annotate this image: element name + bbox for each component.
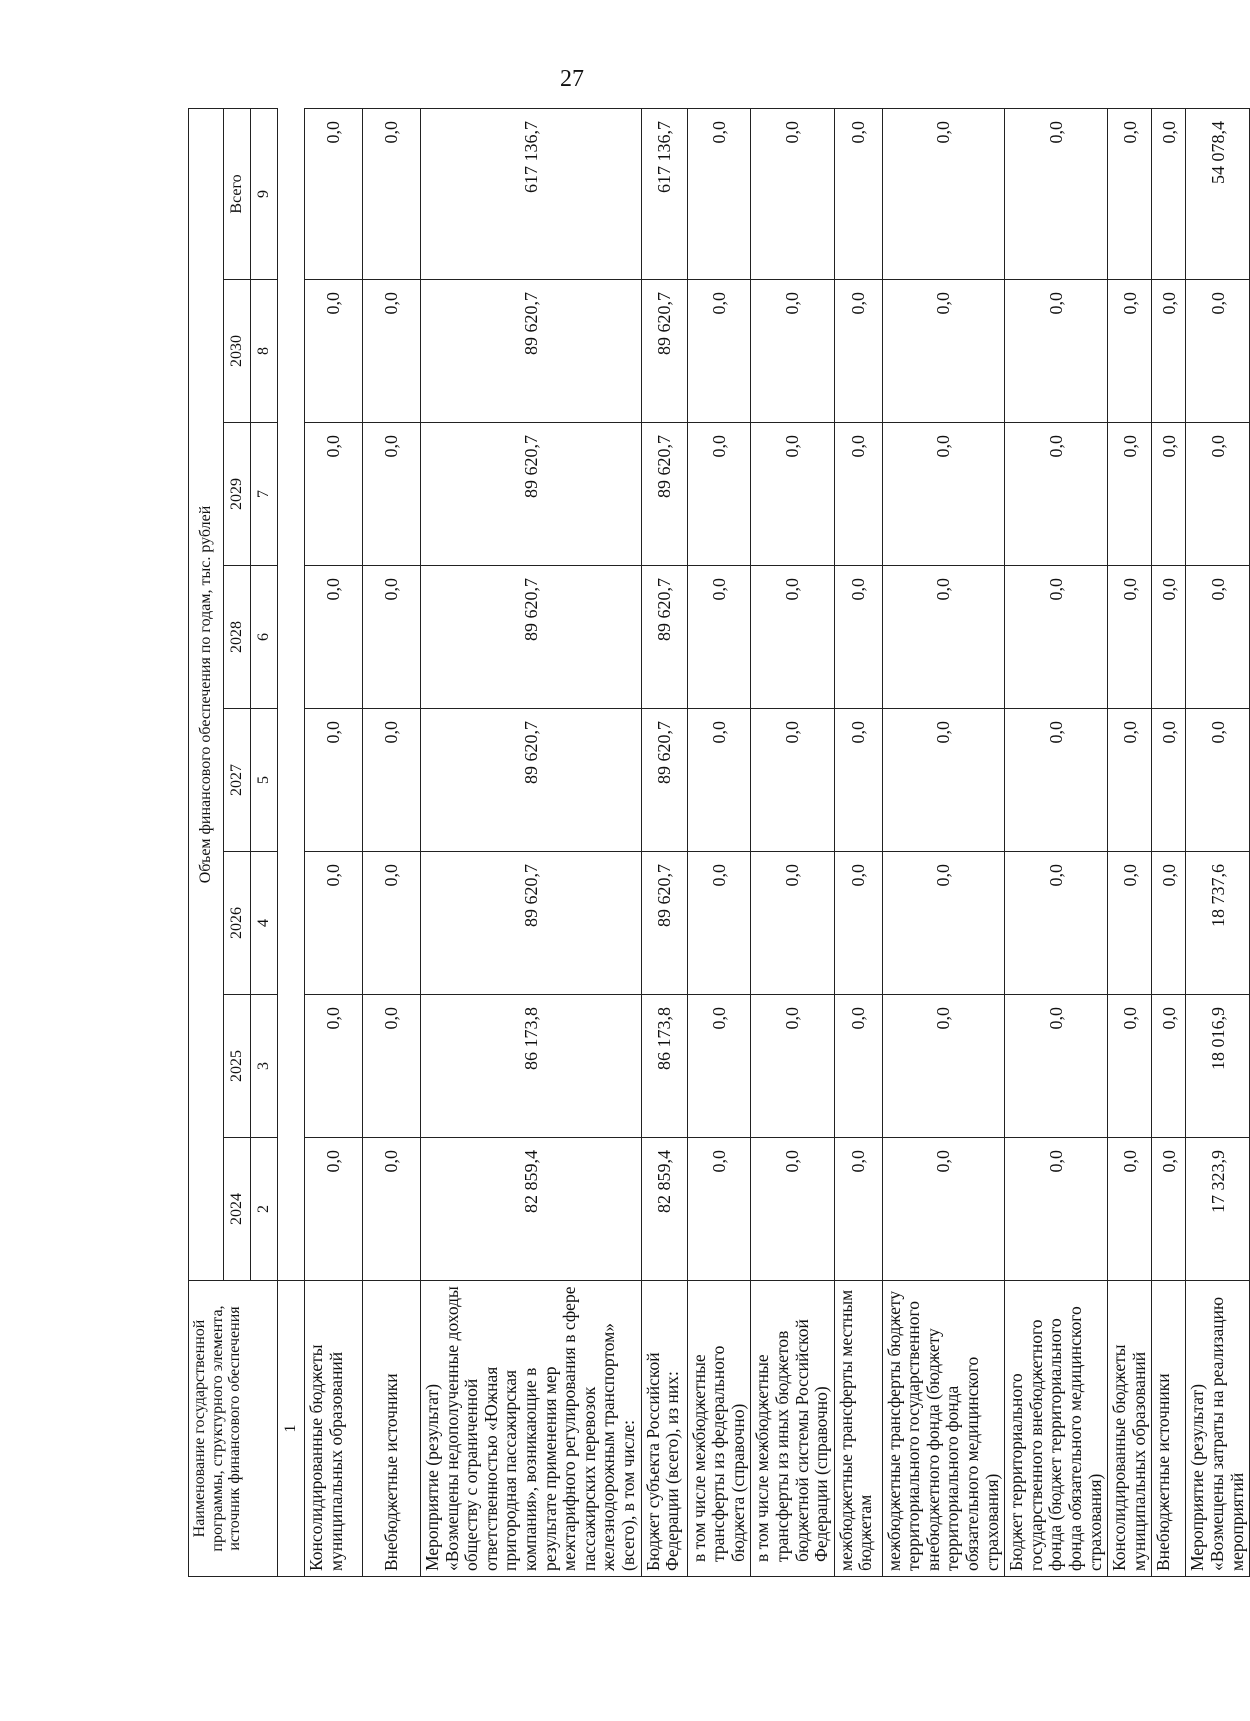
- cell-value: 0,0: [1005, 423, 1108, 566]
- cell-value: 0,0: [1186, 566, 1250, 709]
- cell-value: 89 620,7: [421, 423, 642, 566]
- cell-value: 82 859,4: [421, 1138, 642, 1281]
- cell-value: 0,0: [1108, 423, 1152, 566]
- cell-value: 0,0: [751, 108, 834, 279]
- cell-value: 0,0: [751, 1138, 834, 1281]
- year-header: 2029: [224, 423, 251, 566]
- row-name: Мероприятие (результат) «Возмещены затраты на реализацию мероприятий: [1186, 1281, 1250, 1577]
- cell-value: 0,0: [834, 709, 882, 852]
- cell-value: 0,0: [687, 280, 751, 423]
- cell-value: 0,0: [1005, 280, 1108, 423]
- cell-value: 0,0: [751, 423, 834, 566]
- cell-value: 0,0: [687, 566, 751, 709]
- cell-value: 0,0: [1152, 280, 1186, 423]
- cell-value: 0,0: [363, 852, 421, 995]
- cell-value: 0,0: [1152, 995, 1186, 1138]
- cell-value: 0,0: [882, 995, 1005, 1138]
- cell-value: 0,0: [1152, 852, 1186, 995]
- table-row: [1152, 108, 1186, 1576]
- cell-value: 89 620,7: [421, 852, 642, 995]
- cell-value: 0,0: [1108, 1138, 1152, 1281]
- cell-value: 89 620,7: [421, 709, 642, 852]
- cell-value: 0,0: [363, 995, 421, 1138]
- cell-value: 0,0: [882, 709, 1005, 852]
- cell-value: 0,0: [687, 995, 751, 1138]
- header-name: Наименование государственной программы, структурного элемента, источник финансового обеспечения: [189, 1281, 278, 1577]
- cell-value: 0,0: [687, 709, 751, 852]
- cell-value: 0,0: [363, 280, 421, 423]
- cell-value: 0,0: [363, 1138, 421, 1281]
- row-name: Внебюджетные источники: [1152, 1281, 1186, 1577]
- cell-value: 89 620,7: [641, 852, 687, 995]
- cell-value: 0,0: [1108, 566, 1152, 709]
- cell-value: 0,0: [1108, 995, 1152, 1138]
- cell-value: 0,0: [834, 1138, 882, 1281]
- cell-value: 89 620,7: [421, 280, 642, 423]
- cell-value: 0,0: [834, 995, 882, 1138]
- table-row: [305, 108, 363, 1576]
- cell-value: 0,0: [1152, 709, 1186, 852]
- cell-value: 0,0: [1005, 566, 1108, 709]
- cell-value: 0,0: [363, 423, 421, 566]
- cell-value: 0,0: [882, 1138, 1005, 1281]
- col-number: 3: [251, 995, 278, 1138]
- page-number: 27: [560, 66, 584, 92]
- cell-value: 0,0: [1005, 852, 1108, 995]
- table-row: [834, 108, 882, 1576]
- cell-value: 0,0: [305, 852, 363, 995]
- cell-value: 18 016,9: [1186, 995, 1250, 1138]
- cell-value: 0,0: [1186, 709, 1250, 852]
- cell-value: 0,0: [305, 995, 363, 1138]
- col-number: 2: [251, 1138, 278, 1281]
- year-header: 2026: [224, 852, 251, 995]
- cell-value: 0,0: [1005, 1138, 1108, 1281]
- cell-value: 18 737,6: [1186, 852, 1250, 995]
- col-number: 4: [251, 852, 278, 995]
- cell-value: 86 173,8: [421, 995, 642, 1138]
- cell-value: 0,0: [751, 280, 834, 423]
- cell-value: 0,0: [1108, 280, 1152, 423]
- cell-value: 0,0: [687, 852, 751, 995]
- cell-value: 0,0: [751, 852, 834, 995]
- cell-value: 0,0: [363, 566, 421, 709]
- cell-value: 0,0: [1108, 108, 1152, 279]
- col-number: 9: [251, 108, 278, 279]
- year-header: 2027: [224, 709, 251, 852]
- cell-value: 0,0: [305, 1138, 363, 1281]
- cell-value: 0,0: [1005, 108, 1108, 279]
- cell-value: 89 620,7: [641, 709, 687, 852]
- cell-value: 0,0: [834, 280, 882, 423]
- cell-value: 0,0: [363, 108, 421, 279]
- cell-value: 0,0: [1005, 709, 1108, 852]
- row-name: Внебюджетные источники: [363, 1281, 421, 1577]
- cell-value: 0,0: [834, 566, 882, 709]
- cell-value: 0,0: [305, 108, 363, 279]
- cell-value: 0,0: [1108, 852, 1152, 995]
- year-header: 2024: [224, 1138, 251, 1281]
- header-volume: Объем финансового обеспечения по годам, тыс. рублей: [189, 108, 224, 1280]
- rotated-page-content: [188, 109, 1247, 1577]
- financing-table: [188, 108, 1250, 1577]
- cell-value: 0,0: [882, 566, 1005, 709]
- row-name: Бюджет субъекта Российской Федерации (всего), из них:: [641, 1281, 687, 1577]
- table-row: [751, 108, 834, 1576]
- cell-value: 89 620,7: [641, 566, 687, 709]
- cell-value: 617 136,7: [421, 108, 642, 279]
- cell-value: 0,0: [834, 852, 882, 995]
- year-header: 2025: [224, 995, 251, 1138]
- year-header: 2030: [224, 280, 251, 423]
- cell-value: 0,0: [687, 108, 751, 279]
- row-name: Бюджет территориального государственного внебюджетного фонда (бюджет территориального фонда обязательного медицинского страхования): [1005, 1281, 1108, 1577]
- cell-value: 86 173,8: [641, 995, 687, 1138]
- cell-value: 89 620,7: [421, 566, 642, 709]
- cell-value: 0,0: [1186, 280, 1250, 423]
- cell-value: 89 620,7: [641, 423, 687, 566]
- row-name: Консолидированные бюджеты муниципальных образований: [305, 1281, 363, 1577]
- table-row: [1108, 108, 1152, 1576]
- cell-value: 17 323,9: [1186, 1138, 1250, 1281]
- row-name: Консолидированные бюджеты муниципальных образований: [1108, 1281, 1152, 1577]
- row-name: Мероприятие (результат) «Возмещены недополученные доходы обществу с ограниченной ответственностью «Южная пригородная пассажирская компания», возникающие в результате применения мер межтарифного регулирования в сфере пассажирских перевозок железнодорожным транспортом» (всего), в том числе:: [421, 1281, 642, 1577]
- cell-value: 0,0: [1108, 709, 1152, 852]
- cell-value: 0,0: [1186, 423, 1250, 566]
- table-row: [687, 108, 751, 1576]
- table-row: [882, 108, 1005, 1576]
- col-number: 1: [278, 1281, 305, 1577]
- col-number: 6: [251, 566, 278, 709]
- table-row: [421, 108, 642, 1576]
- cell-value: 0,0: [305, 423, 363, 566]
- total-header: Всего: [224, 108, 251, 279]
- row-name: межбюджетные трансферты бюджету территориального государственного внебюджетного фонда (бюджету территориального фонда обязательного медицинского страхования): [882, 1281, 1005, 1577]
- table-row: [641, 108, 687, 1576]
- row-name: в том числе межбюджетные трансферты из федерального бюджета (справочно): [687, 1281, 751, 1577]
- table-row: [1186, 108, 1250, 1576]
- table-row: [1005, 108, 1108, 1576]
- cell-value: 0,0: [1152, 423, 1186, 566]
- cell-value: 0,0: [751, 566, 834, 709]
- cell-value: 0,0: [363, 709, 421, 852]
- cell-value: 0,0: [751, 709, 834, 852]
- row-name: межбюджетные трансферты местным бюджетам: [834, 1281, 882, 1577]
- cell-value: 0,0: [834, 108, 882, 279]
- row-name: в том числе межбюджетные трансферты из иных бюджетов бюджетной системы Российской Федерации (справочно): [751, 1281, 834, 1577]
- cell-value: 0,0: [834, 423, 882, 566]
- col-number: 7: [251, 423, 278, 566]
- year-header: 2028: [224, 566, 251, 709]
- cell-value: 54 078,4: [1186, 108, 1250, 279]
- table-row: [363, 108, 421, 1576]
- cell-value: 0,0: [1005, 995, 1108, 1138]
- cell-value: 0,0: [882, 108, 1005, 279]
- col-number: 5: [251, 709, 278, 852]
- cell-value: 0,0: [882, 280, 1005, 423]
- cell-value: 0,0: [751, 995, 834, 1138]
- cell-value: 0,0: [305, 709, 363, 852]
- cell-value: 82 859,4: [641, 1138, 687, 1281]
- cell-value: 0,0: [305, 280, 363, 423]
- cell-value: 0,0: [882, 423, 1005, 566]
- cell-value: 0,0: [882, 852, 1005, 995]
- col-number: 8: [251, 280, 278, 423]
- cell-value: 0,0: [1152, 108, 1186, 279]
- cell-value: 0,0: [687, 423, 751, 566]
- cell-value: 0,0: [687, 1138, 751, 1281]
- cell-value: 0,0: [1152, 1138, 1186, 1281]
- cell-value: 0,0: [1152, 566, 1186, 709]
- cell-value: 617 136,7: [641, 108, 687, 279]
- cell-value: 89 620,7: [641, 280, 687, 423]
- cell-value: 0,0: [305, 566, 363, 709]
